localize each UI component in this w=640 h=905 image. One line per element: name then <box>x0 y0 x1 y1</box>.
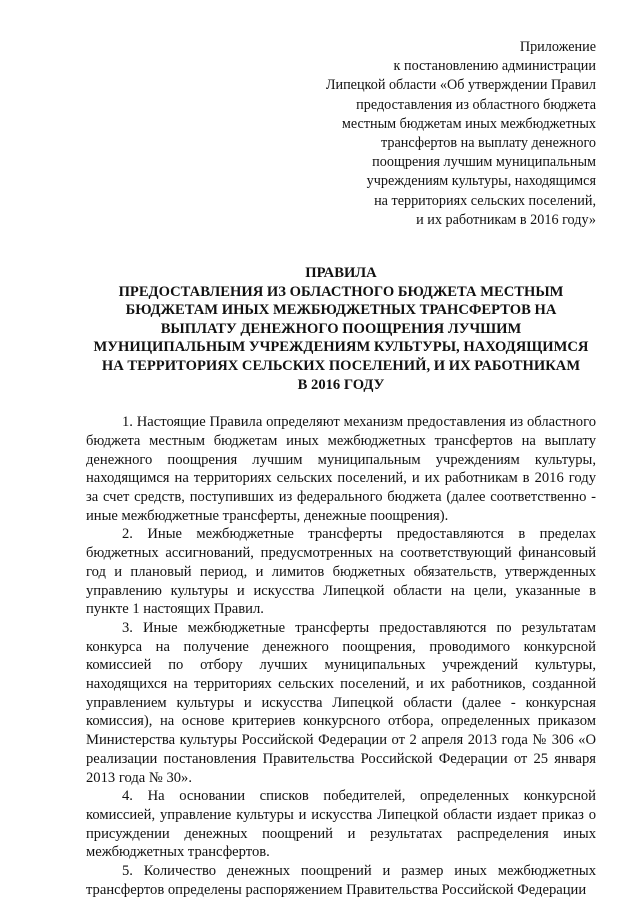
title-line: ПРЕДОСТАВЛЕНИЯ ИЗ ОБЛАСТНОГО БЮДЖЕТА МЕСТНЫМ <box>118 283 564 300</box>
title-line: ПРАВИЛА <box>305 265 377 282</box>
appendix-line: на территориях сельских поселений, <box>374 192 596 209</box>
paragraph-2: 2. Иные межбюджетные трансферты предоставляются в пределах бюджетных ассигнований, предусмотренных на соответствующий финансовый год и плановый период, и лимитов бюджетных обязательств, утвержденных управлению культуры и искусства Липецкой области на цели, указанные в пункте 1 настоящих Правил. <box>86 526 596 618</box>
appendix-line: Приложение <box>519 39 596 55</box>
appendix-note <box>86 38 596 230</box>
appendix-line: трансфертов на выплату денежного <box>381 135 596 152</box>
appendix-line: и их работникам в 2016 году» <box>416 211 596 228</box>
paragraph-4: 4. На основании списков победителей, определенных конкурсной комиссией, управление культуры и искусства Липецкой области издает приказ о присуждении денежных поощрений и результатах распределения иных межбюджетных трансфертов. <box>86 788 596 861</box>
appendix-line: местным бюджетам иных межбюджетных <box>341 115 596 132</box>
title-line: В 2016 ГОДУ <box>297 376 385 393</box>
appendix-line: предоставления из областного бюджета <box>356 96 596 113</box>
appendix-line: учреждениям культуры, находящимся <box>366 173 596 190</box>
appendix-line: к постановлению администрации <box>393 58 596 75</box>
document-body <box>86 413 596 899</box>
title-line: БЮДЖЕТАМ ИНЫХ МЕЖБЮДЖЕТНЫХ ТРАНСФЕРТОВ НА <box>125 302 557 319</box>
paragraph-3: 3. Иные межбюджетные трансферты предоставляются по результатам конкурса на получение денежного поощрения, проводимого конкурсной комиссией по отбору лучших муниципальных учреждений культуры, находящихся на территориях сельских поселений, и их работников, созданной управлением культуры и искусства Липецкой области (далее - конкурсная комиссия), на основе критериев конкурсного отбора, определенных приказом Министерства культуры Российской Федерации от 2 апреля 2013 года № 306 «О реализации постановления Правительства Российской Федерации от 25 января 2013 года № 30». <box>86 619 596 786</box>
appendix-line: поощрения лучшим муниципальным <box>372 154 596 171</box>
title-line: МУНИЦИПАЛЬНЫМ УЧРЕЖДЕНИЯМ КУЛЬТУРЫ, НАХОДЯЩИМСЯ <box>93 339 589 356</box>
paragraph-5: 5. Количество денежных поощрений и размер иных межбюджетных трансфертов определены распоряжением Правительства Российской Федерации <box>86 863 596 898</box>
paragraph-1: 1. Настоящие Правила определяют механизм предоставления из областного бюджета местным бюджетам иных межбюджетных трансфертов на выплату денежного поощрения лучшим муниципальным учреждениям культуры, находящимся на территориях сельских поселений, и их работникам в 2016 году за счет средств, поступивших из федерального бюджета (далее соответственно - иные межбюджетные трансферты, денежные поощрения). <box>86 414 596 524</box>
document-title <box>86 264 596 394</box>
title-line: ВЫПЛАТУ ДЕНЕЖНОГО ПООЩРЕНИЯ ЛУЧШИМ <box>160 320 522 337</box>
appendix-line: Липецкой области «Об утверждении Правил <box>325 77 596 94</box>
title-line: НА ТЕРРИТОРИЯХ СЕЛЬСКИХ ПОСЕЛЕНИЙ, И ИХ РАБОТНИКАМ <box>101 358 581 374</box>
